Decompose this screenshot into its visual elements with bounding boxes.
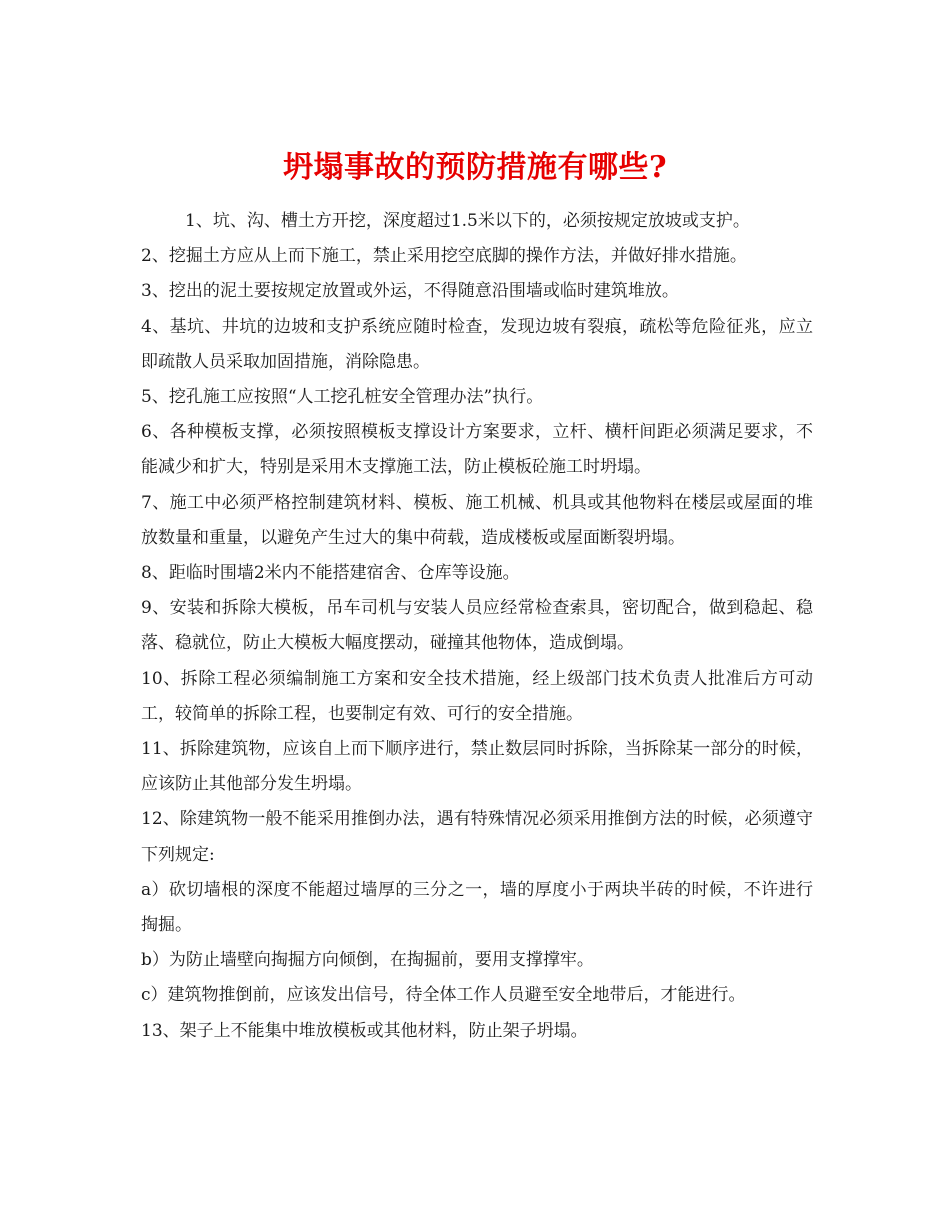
page-title: 坍塌事故的预防措施有哪些? xyxy=(282,150,668,186)
paragraph-2: 2、挖掘土方应从上而下施工，禁止采用挖空底脚的操作方法，并做好排水措施。 xyxy=(141,246,747,267)
paragraph-12: 12、除建筑物一般不能采用推倒办法，遇有特殊情况必须采用推倒方法的时候，必须遵守下列规定: xyxy=(141,809,813,865)
paragraph-4: 4、基坑、井坑的边坡和支护系统应随时检查，发现边坡有裂痕，疏松等危险征兆，应立即疏散人员采取加固措施，消除隐患。 xyxy=(141,316,813,372)
paragraph-12a: a）砍切墙根的深度不能超过墙厚的三分之一，墙的厚度小于两块半砖的时候，不许进行掏掘。 xyxy=(141,879,813,936)
paragraph-7: 7、施工中必须严格控制建筑材料、模板、施工机械、机具或其他物料在楼层或屋面的堆放数量和重量，以避免产生过大的集中荷载，造成楼板或屋面断裂坍塌。 xyxy=(141,492,813,548)
paragraph-13: 13、架子上不能集中堆放模板或其他材料，防止架子坍塌。 xyxy=(141,1020,588,1041)
paragraph-11: 11、拆除建筑物，应该自上而下顺序进行，禁止数层同时拆除，当拆除某一部分的时候，应该防止其他部分发生坍塌。 xyxy=(141,739,813,795)
paragraph-9: 9、安装和拆除大模板，吊车司机与安装人员应经常检查索具，密切配合，做到稳起、稳落、稳就位，防止大模板大幅度摆动，碰撞其他物体，造成倒塌。 xyxy=(141,598,813,654)
document-body xyxy=(141,204,813,1049)
paragraph-1: 1、坑、沟、槽土方开挖，深度超过1.5米以下的，必须按规定放坡或支护。 xyxy=(185,211,750,231)
paragraph-12c: c）建筑物推倒前，应该发出信号，待全体工作人员避至安全地带后，才能进行。 xyxy=(141,985,746,1006)
paragraph-8: 8、距临时围墙2米内不能搭建宿舍、仓库等设施。 xyxy=(141,563,520,584)
paragraph-5: 5、挖孔施工应按照“人工挖孔桩安全管理办法”执行。 xyxy=(141,387,544,408)
paragraph-6: 6、各种模板支撑，必须按照模板支撑设计方案要求，立杆、横杆间距必须满足要求，不能减少和扩大，特别是采用木支撑施工法，防止模板砼施工时坍塌。 xyxy=(141,422,813,478)
paragraph-10: 10、拆除工程必须编制施工方案和安全技术措施，经上级部门技术负责人批准后方可动工，较简单的拆除工程，也要制定有效、可行的安全措施。 xyxy=(141,668,813,724)
paragraph-12b: b）为防止墙壁向掏掘方向倾倒，在掏掘前，要用支撑撑牢。 xyxy=(141,950,594,971)
paragraph-3: 3、挖出的泥土要按规定放置或外运，不得随意沿围墙或临时建筑堆放。 xyxy=(141,281,679,302)
